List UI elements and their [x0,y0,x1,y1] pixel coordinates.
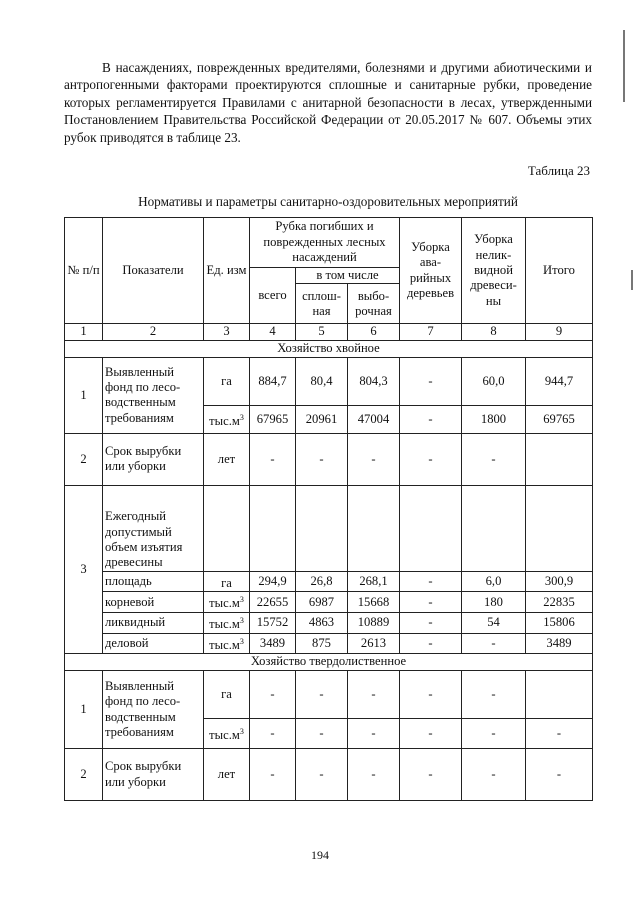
intro-paragraph: В насаждениях, поврежденных вредителями, болезнями и другими абиотическими и антропогенными факторами проектируются сплошные и санитарные рубки, проведение которых регламентируется Правилами с анитарной безопасности в лесах, утвержденными Постановлением Правительства Российской Федерации от 20.05.2017 № 607. Объемы этих рубок приводятся в таблице 23. [64,60,592,145]
value-cell: - [348,433,400,485]
value-cell: - [250,671,296,719]
value-cell: - [526,719,593,749]
header-clear: сплош-ная [296,284,348,324]
value-cell: 6,0 [462,571,526,592]
value-cell: 15806 [526,613,593,634]
value-cell: 180 [462,592,526,613]
row-num: 3 [65,485,103,653]
row-label: Срок вырубки или уборки [103,433,204,485]
value-cell: - [296,749,348,801]
header-sum: Итого [526,218,593,324]
header-emergency: Уборка ава-рийных деревьев [400,218,462,324]
value-cell: 300,9 [526,571,593,592]
value-cell: - [400,405,462,433]
table-row [65,749,593,801]
value-cell: - [462,671,526,719]
value-cell: - [462,719,526,749]
value-cell: 294,9 [250,571,296,592]
unit-cell: $тыс.м^3$ [204,613,250,634]
table-row [65,633,593,654]
table-row [65,571,593,592]
table-row [65,433,593,485]
row-label: ликвидный [103,613,204,634]
value-cell: - [348,671,400,719]
value-cell: 1800 [462,405,526,433]
value-cell: 884,7 [250,357,296,405]
value-cell: 10889 [348,613,400,634]
row-label: площадь [103,571,204,592]
row-num: 2 [65,433,103,485]
table-caption: Нормативы и параметры санитарно-оздоровительных мероприятий [138,194,518,209]
table-row [65,357,593,405]
col-number: 8 [462,324,526,340]
value-cell: - [400,433,462,485]
value-cell: 3489 [526,633,593,654]
row-label: Выявленный фонд по лесо-водственным требованиям [103,671,204,749]
value-cell: 60,0 [462,357,526,405]
value-cell: 3489 [250,633,296,654]
value-cell [526,433,593,485]
value-cell: 20961 [296,405,348,433]
scan-edge-mark [623,30,625,102]
value-cell [526,671,593,719]
value-cell: 22655 [250,592,296,613]
value-cell: 268,1 [348,571,400,592]
table-row [65,485,593,571]
row-num: 1 [65,357,103,433]
scan-edge-mark [631,270,633,290]
col-number: 2 [103,324,204,340]
row-label: Ежегодный допустимый объем изъятия древесины [103,485,204,571]
value-cell: - [400,671,462,719]
unit-cell: га [204,357,250,405]
value-cell: 54 [462,613,526,634]
value-cell: - [400,719,462,749]
value-cell: 47004 [348,405,400,433]
value-cell: - [348,719,400,749]
value-cell: - [296,719,348,749]
table-number: Таблица 23 [527,163,590,178]
value-cell: 875 [296,633,348,654]
row-num: 1 [65,671,103,749]
unit-cell: $тыс.м^3$ [204,633,250,654]
unit-cell: лет [204,433,250,485]
value-cell: 15668 [348,592,400,613]
row-label: Срок вырубки или уборки [103,749,204,801]
col-number: 5 [296,324,348,340]
value-cell: 4863 [296,613,348,634]
value-cell: - [526,749,593,801]
value-cell: - [400,592,462,613]
col-number: 6 [348,324,400,340]
row-label: корневой [103,592,204,613]
header-total: всего [250,268,296,324]
header-nonliquid: Уборка нелик-видной древеси-ны [462,218,526,324]
unit-cell: $тыс.м^3$ [204,405,250,433]
sanitary-measures-table [64,217,593,801]
value-cell: 22835 [526,592,593,613]
value-cell: 80,4 [296,357,348,405]
value-cell: - [462,633,526,654]
section-title-coniferous: Хозяйство хвойное [65,340,593,357]
header-selective: выбо-рочная [348,284,400,324]
column-number-row [65,324,593,340]
table-row [65,613,593,634]
header-felling: Рубка погибших и поврежденных лесных насаждений [250,218,400,268]
unit-cell: га [204,571,250,592]
value-cell: - [250,749,296,801]
value-cell: - [400,749,462,801]
unit-cell: $тыс.м^3$ [204,719,250,749]
value-cell: - [462,433,526,485]
value-cell: - [296,433,348,485]
value-cell: 804,3 [348,357,400,405]
value-cell: 6987 [296,592,348,613]
unit-cell: $тыс.м^3$ [204,592,250,613]
col-number: 4 [250,324,296,340]
value-cell: - [400,357,462,405]
row-num: 2 [65,749,103,801]
value-cell: - [400,613,462,634]
row-label: Выявленный фонд по лесо-водственным требованиям [103,357,204,433]
value-cell: - [462,749,526,801]
col-number: 9 [526,324,593,340]
value-cell: 67965 [250,405,296,433]
value-cell: - [250,719,296,749]
value-cell: 944,7 [526,357,593,405]
unit-cell: лет [204,749,250,801]
row-label: деловой [103,633,204,654]
value-cell: - [400,571,462,592]
col-number: 3 [204,324,250,340]
value-cell: - [250,433,296,485]
value-cell: 15752 [250,613,296,634]
value-cell: - [348,749,400,801]
value-cell: 2613 [348,633,400,654]
unit-cell: га [204,671,250,719]
header-num: № п/п [65,218,103,324]
section-title-hardwood: Хозяйство твердолиственное [65,654,593,671]
header-indicators: Показатели [103,218,204,324]
table-row [65,592,593,613]
col-number: 7 [400,324,462,340]
table-row [65,671,593,719]
value-cell: 69765 [526,405,593,433]
page-number: 194 [311,848,329,862]
value-cell: - [400,633,462,654]
col-number: 1 [65,324,103,340]
value-cell: 26,8 [296,571,348,592]
value-cell: - [296,671,348,719]
header-including: в том числе [296,268,400,284]
header-unit: Ед. изм [204,218,250,324]
